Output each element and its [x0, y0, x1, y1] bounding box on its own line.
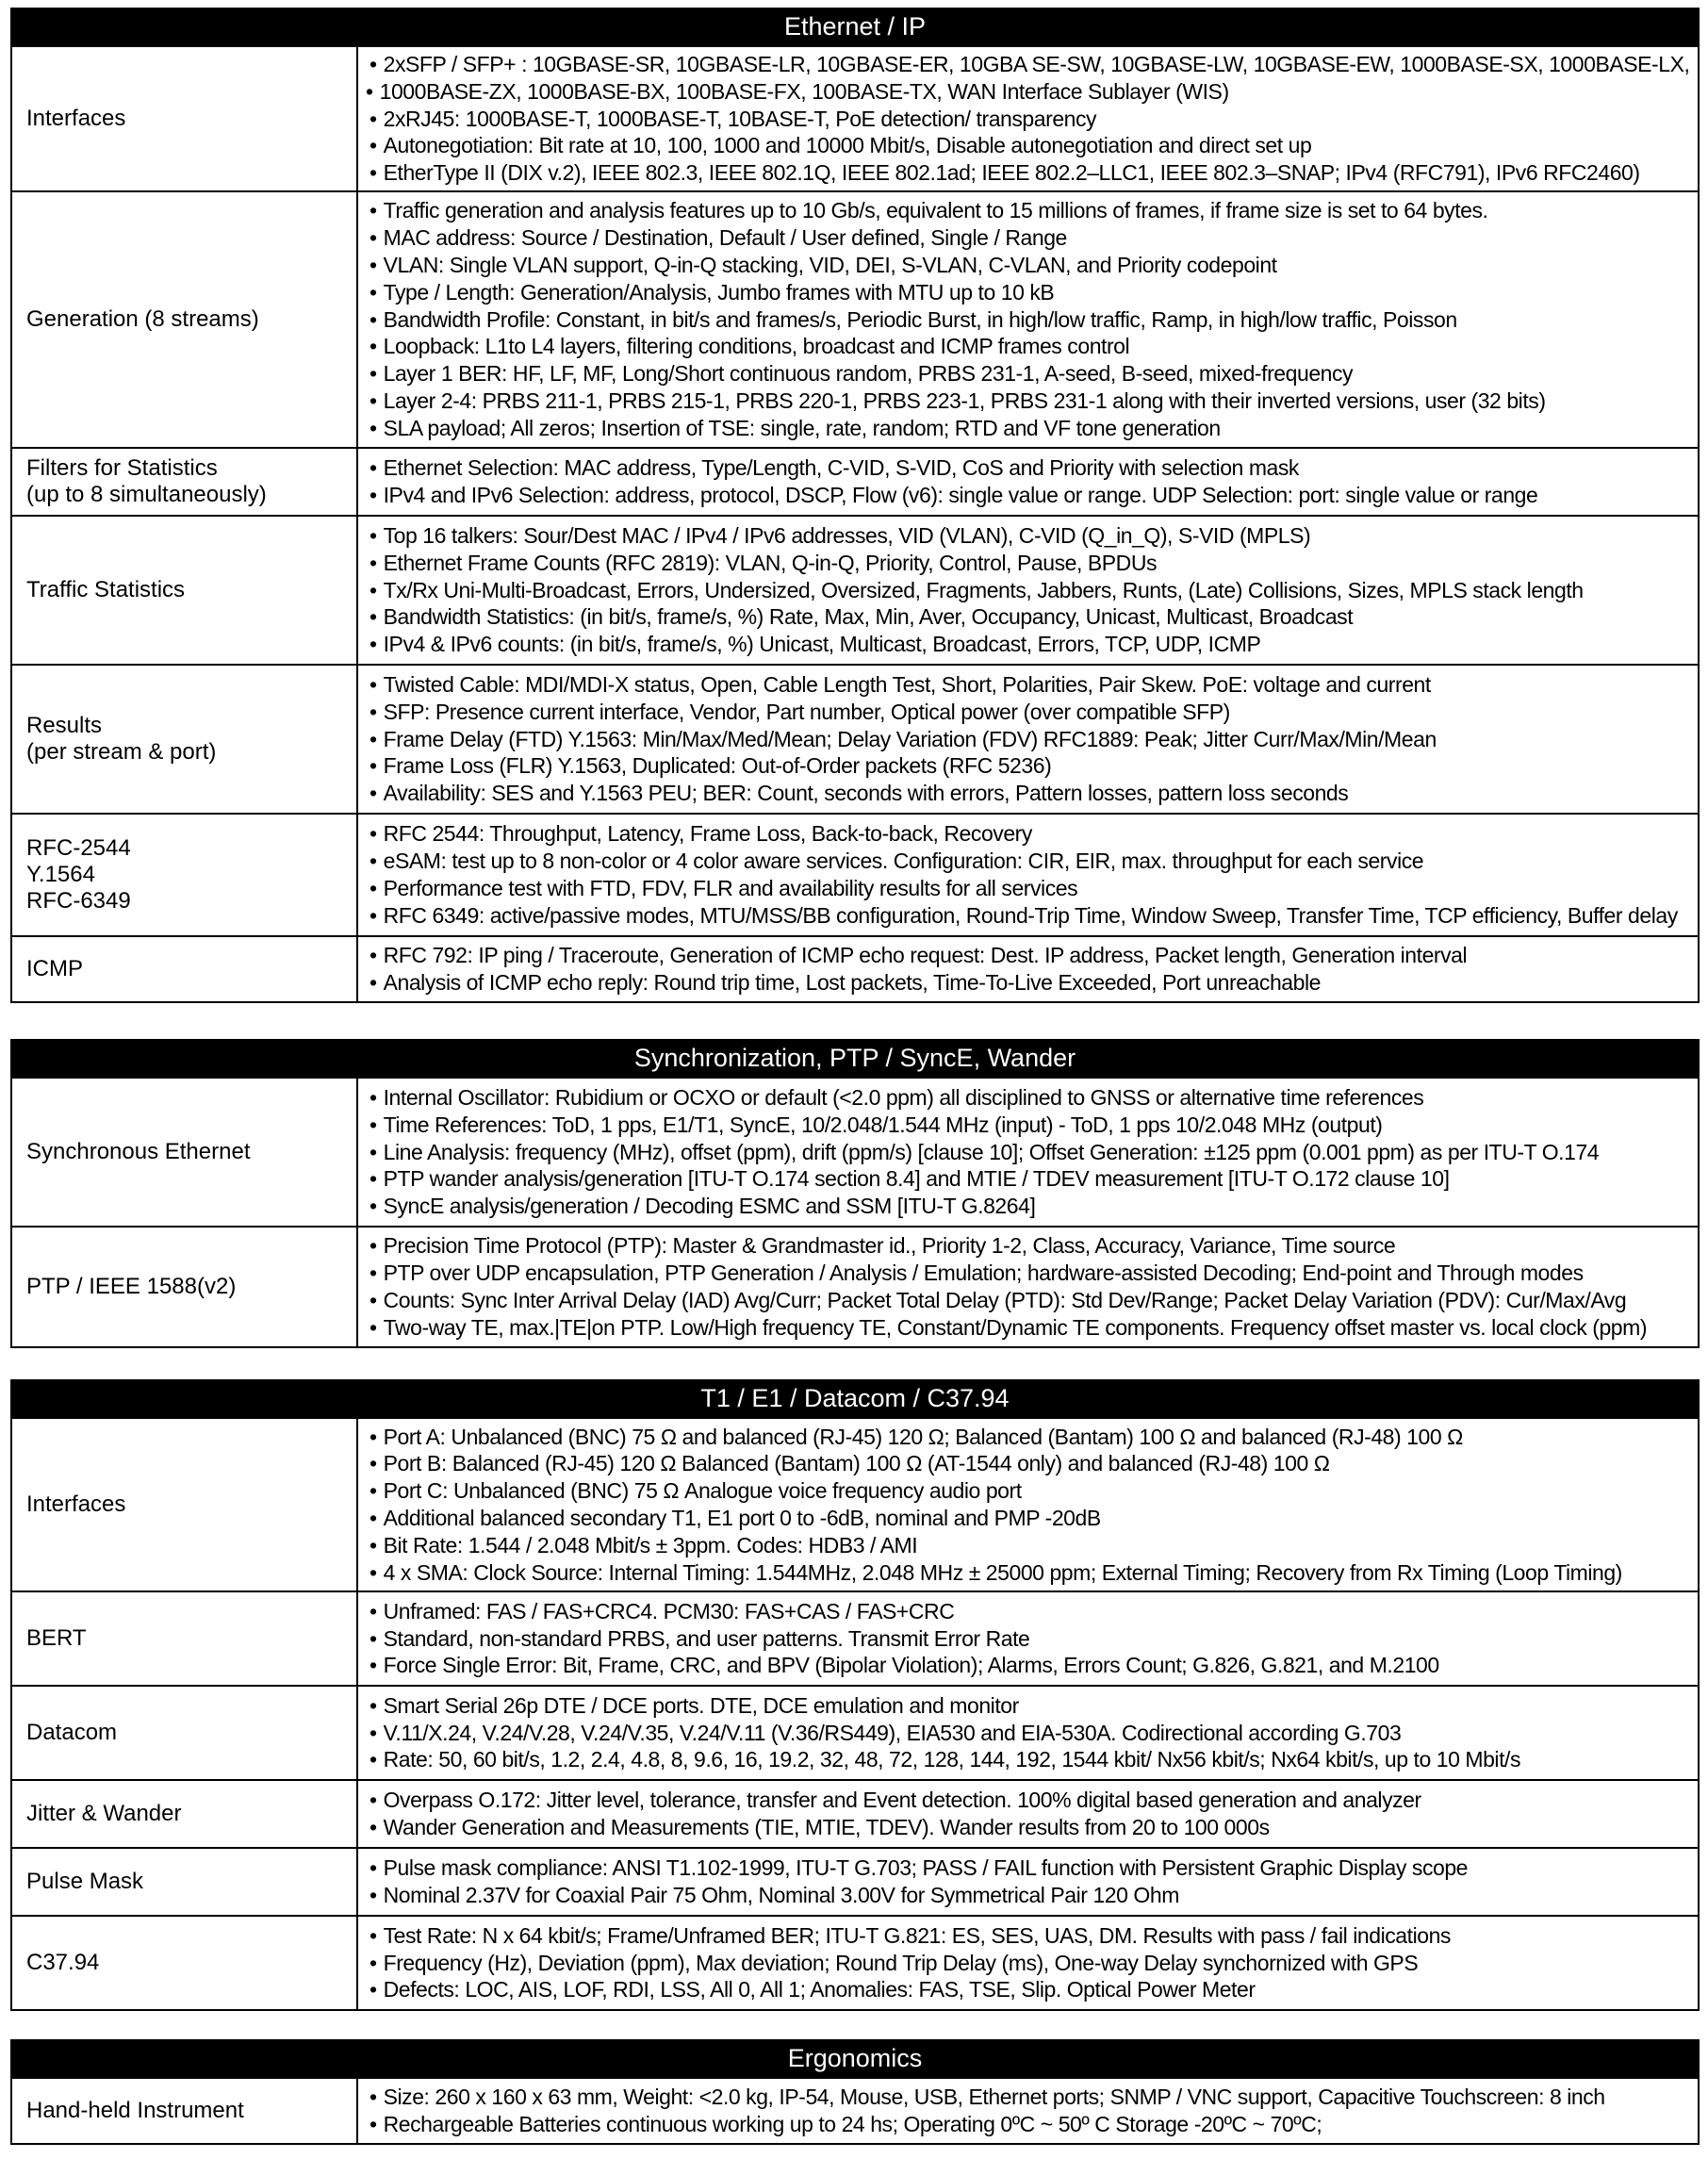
list-item: • Tx/Rx Uni-Multi-Broadcast, Errors, Undersized, Oversized, Fragments, Jabbers, Runts, (Late) Collisions, Sizes, MPLS stack length: [370, 577, 1698, 604]
row-label: C37.94: [11, 1916, 357, 2010]
list-item: • Twisted Cable: MDI/MDI-X status, Open, Cable Length Test, Short, Polarities, Pair Skew. PoE: voltage and current: [370, 671, 1698, 699]
row-label: Filters for Statistics (up to 8 simultaneously): [11, 448, 357, 516]
list-item: • Bandwidth Statistics: (in bit/s, frame/s, %) Rate, Max, Min, Aver, Occupancy, Unicast, Multicast, Broadcast: [370, 603, 1698, 631]
list-item: • Ethernet Selection: MAC address, Type/Length, C-VID, S-VID, CoS and Priority with selection mask: [370, 454, 1698, 482]
item-list: [370, 1854, 1698, 1909]
row-label: Generation (8 streams): [11, 191, 357, 448]
section-title: Synchronization, PTP / SyncE, Wander: [10, 1039, 1700, 1077]
list-item: • PTP over UDP encapsulation, PTP Generation / Analysis / Emulation; hardware-assisted Decoding; End-point and Through modes: [370, 1260, 1698, 1287]
list-item: • Frame Loss (FLR) Y.1563, Duplicated: Out-of-Order packets (RFC 5236): [370, 752, 1698, 780]
table-row: [11, 1780, 1699, 1848]
table-row: [11, 516, 1699, 665]
list-item: • SFP: Presence current interface, Vendor, Part number, Optical power (over compatible SFP): [370, 699, 1698, 726]
list-item: • SyncE analysis/generation / Decoding ESMC and SSM [ITU-T G.8264]: [370, 1193, 1698, 1220]
section-ergonomics: [10, 2039, 1700, 2145]
list-item: • Wander Generation and Measurements (TIE, MTIE, TDEV). Wander results from 20 to 100 000s: [370, 1814, 1698, 1841]
row-label: Hand-held Instrument: [11, 2078, 357, 2144]
section-synchronization: [10, 1039, 1700, 1348]
list-item: • Frequency (Hz), Deviation (ppm), Max deviation; Round Trip Delay (ms), One-way Delay synchornized with GPS: [370, 1950, 1698, 1977]
item-list: [370, 2084, 1698, 2138]
list-item: • SLA payload; All zeros; Insertion of TSE: single, rate, random; RTD and VF tone generation: [370, 415, 1698, 442]
row-label: Pulse Mask: [11, 1848, 357, 1916]
list-item: • IPv4 and IPv6 Selection: address, protocol, DSCP, Flow (v6): single value or range. UDP Selection: port: single value or range: [370, 482, 1698, 509]
list-item: • V.11/X.24, V.24/V.28, V.24/V.35, V.24/V.11 (V.36/RS449), EIA530 and EIA-530A. Codirectional according G.703: [370, 1720, 1698, 1747]
list-item: • Loopback: L1to L4 layers, filtering conditions, broadcast and ICMP frames control: [370, 333, 1698, 360]
list-item: • 2xSFP / SFP+ : 10GBASE-SR, 10GBASE-LR, 10GBASE-ER, 10GBA SE-SW, 10GBASE-LW, 10GBASE-EW, 1000BASE-SX, 1000BASE-LX,: [370, 51, 1698, 78]
table-row: [11, 1916, 1699, 2010]
row-label: Interfaces: [11, 46, 357, 191]
section-title: Ergonomics: [10, 2039, 1700, 2077]
list-item: • Bandwidth Profile: Constant, in bit/s and frames/s, Periodic Burst, in high/low traffic, Ramp, in high/low traffic, Poisson: [370, 306, 1698, 334]
list-item: • Traffic generation and analysis features up to 10 Gb/s, equivalent to 15 millions of frames, if frame size is set to 64 bytes.: [370, 197, 1698, 224]
spec-table: [10, 45, 1700, 1003]
item-list: [370, 1598, 1698, 1679]
list-item: • 2xRJ45: 1000BASE-T, 1000BASE-T, 10BASE-T, PoE detection/ transparency: [370, 106, 1698, 133]
section-title: T1 / E1 / Datacom / C37.94: [10, 1379, 1700, 1417]
table-row: [11, 191, 1699, 448]
item-list: [370, 197, 1698, 441]
section-ethernet-ip: [10, 8, 1700, 1003]
table-row: [11, 1686, 1699, 1780]
row-label: RFC-2544 Y.1564 RFC-6349: [11, 814, 357, 936]
list-item: • Frame Delay (FTD) Y.1563: Min/Max/Med/Mean; Delay Variation (FDV) RFC1889: Peak; Jitter Curr/Max/Min/Mean: [370, 726, 1698, 753]
table-row: [11, 1078, 1699, 1227]
list-item: • Additional balanced secondary T1, E1 port 0 to -6dB, nominal and PMP -20dB: [370, 1505, 1698, 1532]
table-row: [11, 2078, 1699, 2144]
list-item: • Internal Oscillator: Rubidium or OCXO or default (<2.0 ppm) all disciplined to GNSS or alternative time references: [370, 1084, 1698, 1112]
list-item: • Two-way TE, max.|TE|on PTP. Low/High frequency TE, Constant/Dynamic TE components. Frequency offset master vs. local clock (ppm): [370, 1314, 1698, 1342]
item-list: [370, 1787, 1698, 1841]
row-label: Datacom: [11, 1686, 357, 1780]
table-row: [11, 46, 1699, 191]
table-row: [11, 1227, 1699, 1347]
row-label: Results (per stream & port): [11, 665, 357, 814]
item-list: [370, 1424, 1698, 1587]
item-list: [370, 1084, 1698, 1220]
list-item: • MAC address: Source / Destination, Default / User defined, Single / Range: [370, 224, 1698, 252]
list-item: • EtherType II (DIX v.2), IEEE 802.3, IEEE 802.1Q, IEEE 802.1ad; IEEE 802.2–LLC1, IEEE 802.3–SNAP; IPv4 (RFC791), IPv6 RFC2460): [370, 159, 1698, 187]
row-label: Synchronous Ethernet: [11, 1078, 357, 1227]
table-row: [11, 814, 1699, 936]
list-item: • Rate: 50, 60 bit/s, 1.2, 2.4, 4.8, 8, 9.6, 16, 19.2, 32, 48, 72, 128, 144, 192, 1544 kbit/ Nx56 kbit/s; Nx64 kbit/s, up to 10 Mbit/s: [370, 1746, 1698, 1773]
list-item: • Overpass O.172: Jitter level, tolerance, transfer and Event detection. 100% digital based generation and analyzer: [370, 1787, 1698, 1814]
list-item: • Size: 260 x 160 x 63 mm, Weight: <2.0 kg, IP-54, Mouse, USB, Ethernet ports; SNMP / VNC support, Capacitive Touchscreen: 8 inch: [370, 2084, 1698, 2111]
list-item: • Ethernet Frame Counts (RFC 2819): VLAN, Q-in-Q, Priority, Control, Pause, BPDUs: [370, 550, 1698, 577]
list-item: • Analysis of ICMP echo reply: Round trip time, Lost packets, Time-To-Live Exceeded, Port unreachable: [370, 969, 1698, 997]
list-item: • Top 16 talkers: Sour/Dest MAC / IPv4 / IPv6 addresses, VID (VLAN), C-VID (Q_in_Q), S-VID (MPLS): [370, 522, 1698, 550]
list-item: • Smart Serial 26p DTE / DCE ports. DTE, DCE emulation and monitor: [370, 1692, 1698, 1720]
table-row: [11, 665, 1699, 814]
table-row: [11, 936, 1699, 1002]
list-item: • Force Single Error: Bit, Frame, CRC, and BPV (Bipolar Violation); Alarms, Errors Count; G.826, G.821, and M.2100: [370, 1652, 1698, 1679]
item-list: [370, 820, 1698, 929]
list-item: • 1000BASE-ZX, 1000BASE-BX, 100BASE-FX, 100BASE-TX, WAN Interface Sublayer (WIS): [366, 78, 1698, 106]
list-item: • Port C: Unbalanced (BNC) 75 Ω Analogue voice frequency audio port: [370, 1477, 1698, 1505]
row-label: PTP / IEEE 1588(v2): [11, 1227, 357, 1347]
list-item: • Counts: Sync Inter Arrival Delay (IAD) Avg/Curr; Packet Total Delay (PTD): Std Dev/Range; Packet Delay Variation (PDV): Cur/Max/Avg: [370, 1287, 1698, 1314]
item-list: [370, 1232, 1698, 1341]
table-row: [11, 1848, 1699, 1916]
section-t1-e1-datacom: [10, 1379, 1700, 2011]
list-item: • Defects: LOC, AIS, LOF, RDI, LSS, All 0, All 1; Anomalies: FAS, TSE, Slip. Optical Power Meter: [370, 1976, 1698, 2003]
list-item: • Precision Time Protocol (PTP): Master & Grandmaster id., Priority 1-2, Class, Accuracy, Variance, Time source: [370, 1232, 1698, 1260]
table-row: [11, 448, 1699, 516]
list-item: • VLAN: Single VLAN support, Q-in-Q stacking, VID, DEI, S-VLAN, C-VLAN, and Priority codepoint: [370, 252, 1698, 279]
spec-table: [10, 1077, 1700, 1348]
item-list: [370, 942, 1698, 997]
list-item: • 4 x SMA: Clock Source: Internal Timing: 1.544MHz, 2.048 MHz ± 25000 ppm; External Timing; Recovery from Rx Timing (Loop Timing): [370, 1559, 1698, 1587]
item-list: [370, 51, 1698, 187]
item-list: [370, 454, 1698, 509]
list-item: • RFC 6349: active/passive modes, MTU/MSS/BB configuration, Round-Trip Time, Window Sweep, Transfer Time, TCP efficiency, Buffer delay: [370, 902, 1698, 930]
list-item: • Unframed: FAS / FAS+CRC4. PCM30: FAS+CAS / FAS+CRC: [370, 1598, 1698, 1625]
list-item: • Port B: Balanced (RJ-45) 120 Ω Balanced (Bantam) 100 Ω (AT-1544 only) and balanced (RJ-48) 100 Ω: [370, 1450, 1698, 1477]
item-list: [370, 1692, 1698, 1773]
list-item: • Rechargeable Batteries continuous working up to 24 hs; Operating 0ºC ~ 50º C Storage -20ºC ~ 70ºC;: [370, 2111, 1698, 2138]
item-list: [370, 1922, 1698, 2003]
row-label: Jitter & Wander: [11, 1780, 357, 1848]
item-list: [370, 671, 1698, 807]
list-item: • Pulse mask compliance: ANSI T1.102-1999, ITU-T G.703; PASS / FAIL function with Persistent Graphic Display scope: [370, 1854, 1698, 1882]
list-item: • Standard, non-standard PRBS, and user patterns. Transmit Error Rate: [370, 1625, 1698, 1653]
list-item: • RFC 792: IP ping / Traceroute, Generation of ICMP echo request: Dest. IP address, Packet length, Generation interval: [370, 942, 1698, 969]
list-item: • Time References: ToD, 1 pps, E1/T1, SyncE, 10/2.048/1.544 MHz (input) - ToD, 1 pps 10/2.048 MHz (output): [370, 1112, 1698, 1139]
list-item: • Nominal 2.37V for Coaxial Pair 75 Ohm, Nominal 3.00V for Symmetrical Pair 120 Ohm: [370, 1882, 1698, 1909]
spec-table: [10, 2077, 1700, 2145]
list-item: • IPv4 & IPv6 counts: (in bit/s, frame/s, %) Unicast, Multicast, Broadcast, Errors, TCP, UDP, ICMP: [370, 631, 1698, 658]
list-item: • Performance test with FTD, FDV, FLR and availability results for all services: [370, 875, 1698, 902]
spec-table: [10, 1417, 1700, 2011]
table-row: [11, 1591, 1699, 1686]
list-item: • Line Analysis: frequency (MHz), offset (ppm), drift (ppm/s) [clause 10]; Offset Generation: ±125 ppm (0.001 ppm) as per ITU-T O.174: [370, 1139, 1698, 1166]
list-item: • Bit Rate: 1.544 / 2.048 Mbit/s ± 3ppm. Codes: HDB3 / AMI: [370, 1532, 1698, 1559]
section-title: Ethernet / IP: [10, 8, 1700, 45]
list-item: • Layer 2-4: PRBS 211-1, PRBS 215-1, PRBS 220-1, PRBS 223-1, PRBS 231-1 along with their inverted versions, user (32 bits): [370, 387, 1698, 415]
table-row: [11, 1418, 1699, 1591]
row-label: Interfaces: [11, 1418, 357, 1591]
list-item: • Test Rate: N x 64 kbit/s; Frame/Unframed BER; ITU-T G.821: ES, SES, UAS, DM. Results with pass / fail indications: [370, 1922, 1698, 1950]
list-item: • Autonegotiation: Bit rate at 10, 100, 1000 and 10000 Mbit/s, Disable autonegotiation and direct set up: [370, 132, 1698, 159]
row-label: Traffic Statistics: [11, 516, 357, 665]
list-item: • PTP wander analysis/generation [ITU-T O.174 section 8.4] and MTIE / TDEV measurement [ITU-T O.172 clause 10]: [370, 1165, 1698, 1193]
list-item: • Type / Length: Generation/Analysis, Jumbo frames with MTU up to 10 kB: [370, 279, 1698, 306]
list-item: • eSAM: test up to 8 non-color or 4 color aware services. Configuration: CIR, EIR, max. throughput for each service: [370, 848, 1698, 875]
list-item: • Availability: SES and Y.1563 PEU; BER: Count, seconds with errors, Pattern losses, pattern loss seconds: [370, 780, 1698, 807]
row-label: ICMP: [11, 936, 357, 1002]
row-label: BERT: [11, 1591, 357, 1686]
list-item: • Port A: Unbalanced (BNC) 75 Ω and balanced (RJ-45) 120 Ω; Balanced (Bantam) 100 Ω and balanced (RJ-48) 100 Ω: [370, 1424, 1698, 1451]
list-item: • Layer 1 BER: HF, LF, MF, Long/Short continuous random, PRBS 231-1, A-seed, B-seed, mixed-frequency: [370, 360, 1698, 387]
item-list: [370, 522, 1698, 658]
list-item: • RFC 2544: Throughput, Latency, Frame Loss, Back-to-back, Recovery: [370, 820, 1698, 848]
